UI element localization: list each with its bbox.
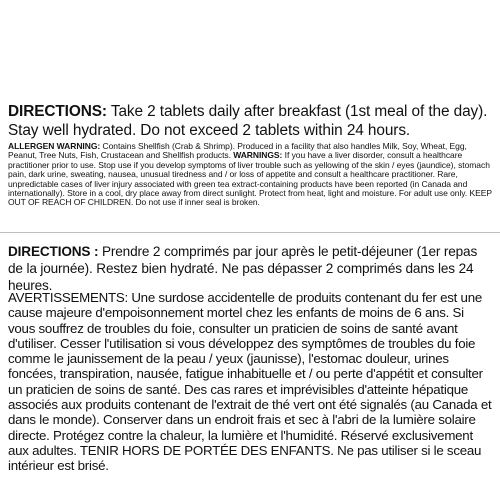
french-directions (8, 244, 492, 294)
allergen-warning-text: Contains Shellfish (Crab & Shrimp). Produced in a facility that also handles Milk, Soy, Wheat, Egg, Peanut, Tree Nuts, Fish, Crustacean and Shellfish products. (8, 141, 467, 161)
warnings-text: If you have a liver disorder, consult a healthcare practitioner prior to use. Stop use if you develop symptoms of liver trouble such as yellowing of the skin / eyes (jaundice), stomach pain, dark urine, sweating, nausea, unusual tiredness and / or loss of appetite and consult a healthcare practitioner. Rare, unpredictable cases of liver injury associated with green tea extract-containing products have been reported (in Canada and internationally). Store in a cool, dry place away from direct sunlight. Protect from heat, light and moisture. For adult use only. KEEP OUT OF REACH OF CHILDREN. Do not use if inner seal is broken. (8, 150, 492, 208)
french-directions-heading: DIRECTIONS : (8, 244, 99, 259)
allergen-warning-heading: ALLERGEN WARNING: (8, 141, 101, 151)
english-directions (8, 102, 492, 140)
french-warnings-text: AVERTISSEMENTS: Une surdose accidentelle de produits contenant du fer est une cause majeure d'empoisonnement mortel chez les enfants de moins de 6 ans. Si vous souffrez de troubles du foie, consulter un praticien de soins de santé avant d'utiliser. Cesser l'utilisation si vous développez des symptômes de troubles du foie comme le jaunissement de la peau / yeux (jaunisse), l'estomac douleur, urines foncées, transpiration, nausée, fatigue inhabituelle et / ou perte d'appétit et consulter un praticien de soins de santé. Des cas rares et imprévisibles d'atteinte hépatique associés aux produits contenant de l'extrait de thé vert ont été signalés (au Canada et dans le monde). Conserver dans un endroit frais et sec à l'abri de la lumière solaire directe. Protégez contre la chaleur, la lumière et l'humidité. Réservé exclusivement aux adultes. TENIR HORS DE PORTÉE DES ENFANTS. Ne pas utiliser si le sceau intérieur est brisé. (8, 290, 492, 474)
directions-text: Take 2 tablets daily after breakfast (1st meal of the day). Stay well hydrated. Do not exceed 2 tablets within 24 hours. (8, 103, 488, 139)
section-divider (0, 232, 500, 233)
directions-heading: DIRECTIONS: (8, 103, 107, 120)
warnings-heading: WARNINGS: (233, 150, 283, 161)
english-warnings (8, 142, 492, 208)
french-warnings (8, 290, 492, 474)
french-directions-text: Prendre 2 comprimés par jour après le petit-déjeuner (1er repas de la journée). Restez bien hydraté. Ne pas dépasser 2 comprimés dans les 24 heures. (8, 244, 478, 293)
